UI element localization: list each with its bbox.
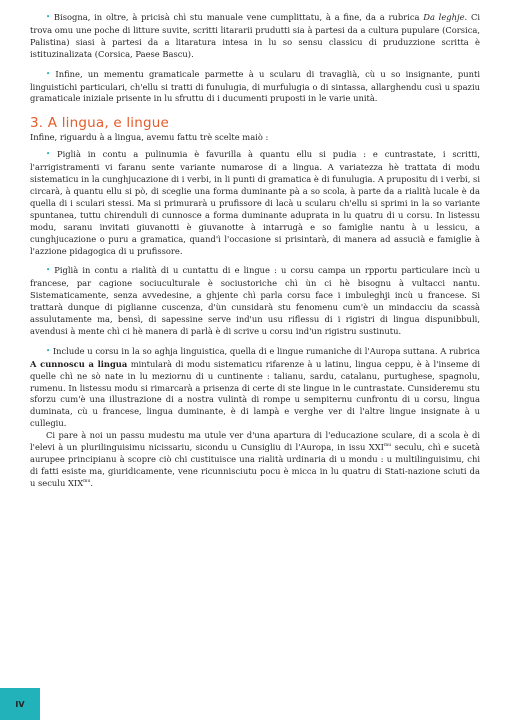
- text: mintularà di modu sistematicu rifarenze à u latinu, lingua ceppu, è à l'inseme di quelle chì ne sò nate in lu meziornu di u cuntinente : talianu, sardu, catalanu, purtughese, spagnolu, rumenu. In listessu modu si rimarcarà a prisenza di certe di ste lingue in le cuntrastate. Cunsideremu stu sforzu cum'è una illustrazione di a nostra vulintà di rompe u sempiternu cunfrontu di u corsu, lingua duminata, cù u francese, lingua duminante, è di lampà e verghe ver di l'altre lingue insignate à u cullegiu.: [30, 358, 481, 429]
- bullet-icon: •: [46, 346, 51, 355]
- page-content: [30, 12, 480, 490]
- page-number-tab: [0, 688, 40, 720]
- text: Include u corsu in la so aghja linguistica, quella di e lingue rumaniche di l'Auropa suttana. A rubrica: [52, 345, 480, 356]
- section-heading: 3. A lingua, e lingue: [30, 115, 170, 132]
- text: . Ci trova omu une poche di litture suvite, scritti litararii prudutti sia à partesi da a cultura pupulare (Corsica, Palistina) siasi à partesi da a litaratura intesa in lu so sensu classicu di pruduzzione scritta è istituzinalizata (Corsica, Paese Bascu).: [30, 12, 481, 59]
- paragraph-da-leghje: [30, 12, 480, 61]
- bullet-icon: •: [46, 13, 51, 21]
- paragraph-mementu: [30, 69, 480, 106]
- rubric-name: Da leghje: [423, 12, 465, 22]
- text: Infine, un mementu gramaticale parmette à u scularu di travaglià, cù u so insignante, punti linguistichi particulari, ch'ellu si tratti di funulugia, di murfulugia o di sintassa, allarghendu cusì u spaziu gramaticale iniziale prisente in lu sfruttu di i ducumenti pruposti in le varie unità.: [30, 68, 481, 104]
- ordinal-suffix: mu: [383, 443, 392, 449]
- text: seculu, chì e sucetà aurupee principianu à scopre ciò chi custituisce una rialità urdinaria di u mondu : u multilinguisimu, chi di fatti esiste ma, giuridicamente, vene ricunnisciutu pocu è micca in lu quatru di Stati-nazione sciuti da u seculu XIX: [30, 442, 480, 488]
- text: Bisogna, in oltre, à pricisà chì stu manuale vene cumplittatu, à a fine, da a rubrica: [53, 12, 424, 22]
- page-number: IV: [15, 699, 25, 709]
- text: Piglià in contu a pulinumia è favurilla à quantu ellu si pudia : e cuntrastate, i scritti, l'arrigistramenti vi faranu sente variante numarose di a lingua. A variatezza hè trattata di modu sistematicu in la cunghjucazione di i verbi, in li punti di gramatica è di funulugia. A prupositu di i verbi, si circarà, à quantu ellu si pò, di sceglie una forma duminante pà a so scola, à parte da a rialità lucale è da quella di i sculari stessi. Ma si primurarà u prufissore di lacà u scularu ch'ellu si sprimi in la so variante spuntanea, tuttu chirenduli di cunnosce a forma duminante aduprata in lu quatru di u corsu. In listessu modu, saranu invitati giuvanotti è giuvanotte à intarrugà e so famiglie nantu à u lessicu, a cunghjucazione o puru a gramatica, quand'ì l'occasione si prisintarà, di manera ad assucià e famiglie à l'azzione pidagogica di u prufissore.: [30, 149, 480, 256]
- rubric-name: A cunnoscu a lingua: [30, 358, 128, 369]
- bullet-icon: •: [46, 69, 51, 78]
- paragraph-aghja-linguistica: [30, 346, 480, 430]
- text: Ci pare à noi un passu mudestu ma utule ver d'una apartura di l'educazione sculare, di a scola è di l'elevi à un plurilinguisimu nicissariu, sicondu u Cunsigliu di l'Auropa, in issu XXI: [30, 430, 480, 453]
- section-intro: Infine, riguardu à a lingua, avemu fattu trè scelte maiò :: [30, 132, 269, 143]
- paragraph-pulinumia: [30, 149, 480, 257]
- text: Piglià in contu a rialità di u cuntattu di e lingue : u corsu campa un rpportu particulare incù u francese, par cagione sociuculturale è sociustoriche chì ùn ci hè bisognu à vultacci nantu. Sistematicamente, senza avvedesine, a ghjente chì parla corsu face i imbuleghji incù u francese. Si trattarà dunque di piglianne cuscenza, d'ùn cunsidarà stu fenomenu cum'è un mindacciu da scassà assulutamente ma, bensì, di sapessine serve ind'un usu riflessu di i rigistri di lingua dispunibbuli, avendusi à mente chì ci hè manera di parlà è di scrive u corsu ind'un rigistru sustinutu.: [30, 265, 481, 336]
- text: .: [90, 477, 93, 488]
- ordinal-suffix: mu: [83, 479, 91, 485]
- bullet-icon: •: [46, 150, 51, 159]
- paragraph-cuntattu: [30, 265, 480, 337]
- paragraph-plurilinguisimu: [30, 430, 480, 490]
- bullet-icon: •: [46, 266, 51, 275]
